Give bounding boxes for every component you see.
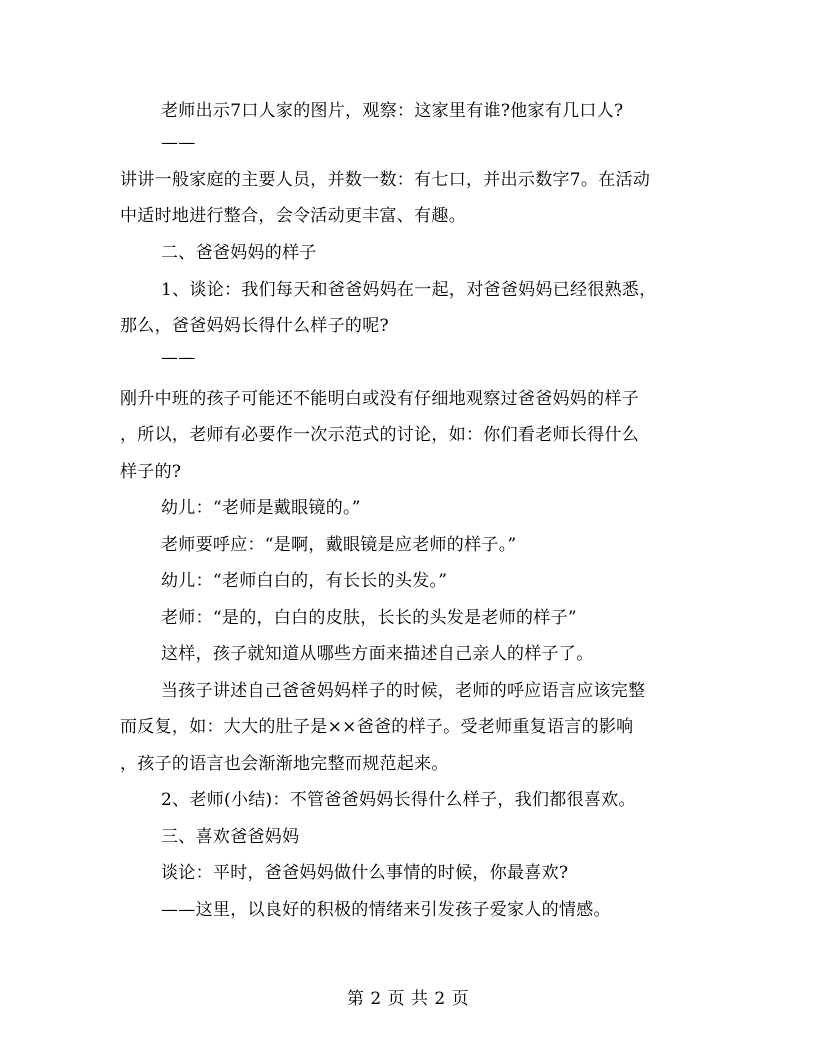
- paragraph-line: 刚升中班的孩子可能还不能明白或没有仔细地观察过爸爸妈妈的样子: [120, 389, 639, 409]
- dash-separator: ——: [161, 348, 196, 368]
- dialogue-line: 幼儿：“老师白白的，有长长的头发。”: [161, 571, 448, 591]
- paragraph-line: 样子的?: [120, 462, 182, 482]
- paragraph-line: 中适时地进行整合，会令活动更丰富、有趣。: [120, 206, 466, 226]
- paragraph-line: ，孩子的语言也会渐渐地完整而规范起来。: [120, 754, 449, 774]
- paragraph-line: 2、老师(小结)：不管爸爸妈妈长得什么样子，我们都很喜欢。: [161, 790, 636, 810]
- page-number-footer: 第 2 页 共 2 页: [346, 989, 470, 1009]
- paragraph-line: 讲讲一般家庭的主要人员，并数一数：有七口，并出示数字7。在活动: [120, 170, 651, 190]
- dash-separator: ——: [161, 133, 196, 153]
- paragraph-line: 谈论：平时，爸爸妈妈做什么事情的时候，你最喜欢?: [161, 863, 569, 883]
- paragraph-line: 老师出示7口人家的图片，观察：这家里有谁?他家有几口人?: [161, 101, 624, 121]
- paragraph-line: 当孩子讲述自己爸爸妈妈样子的时候，老师的呼应语言应该完整: [161, 681, 646, 701]
- dialogue-line: 老师：“是的，白白的皮肤，长长的头发是老师的样子”: [161, 608, 577, 628]
- paragraph-line: 而反复，如：大大的肚子是××爸爸的样子。受老师重复语言的影响: [120, 717, 634, 737]
- paragraph-line: ，所以，老师有必要作一次示范式的讨论，如：你们看老师长得什么: [120, 425, 639, 445]
- dialogue-line: 幼儿：“老师是戴眼镜的。”: [161, 498, 361, 518]
- section-heading: 三、喜欢爸爸妈妈: [161, 827, 300, 847]
- paragraph-line: 那么，爸爸妈妈长得什么样子的呢?: [120, 316, 389, 336]
- dialogue-line: 老师要呼应：“是啊，戴眼镜是应老师的样子。”: [161, 535, 517, 555]
- paragraph-line: 这样，孩子就知道从哪些方面来描述自己亲人的样子了。: [161, 644, 594, 664]
- paragraph-line: 1、谈论：我们每天和爸爸妈妈在一起，对爸爸妈妈已经很熟悉，: [161, 280, 657, 300]
- section-heading: 二、爸爸妈妈的样子: [161, 243, 317, 263]
- paragraph-line: ——这里，以良好的积极的情绪来引发孩子爱家人的情感。: [161, 900, 611, 920]
